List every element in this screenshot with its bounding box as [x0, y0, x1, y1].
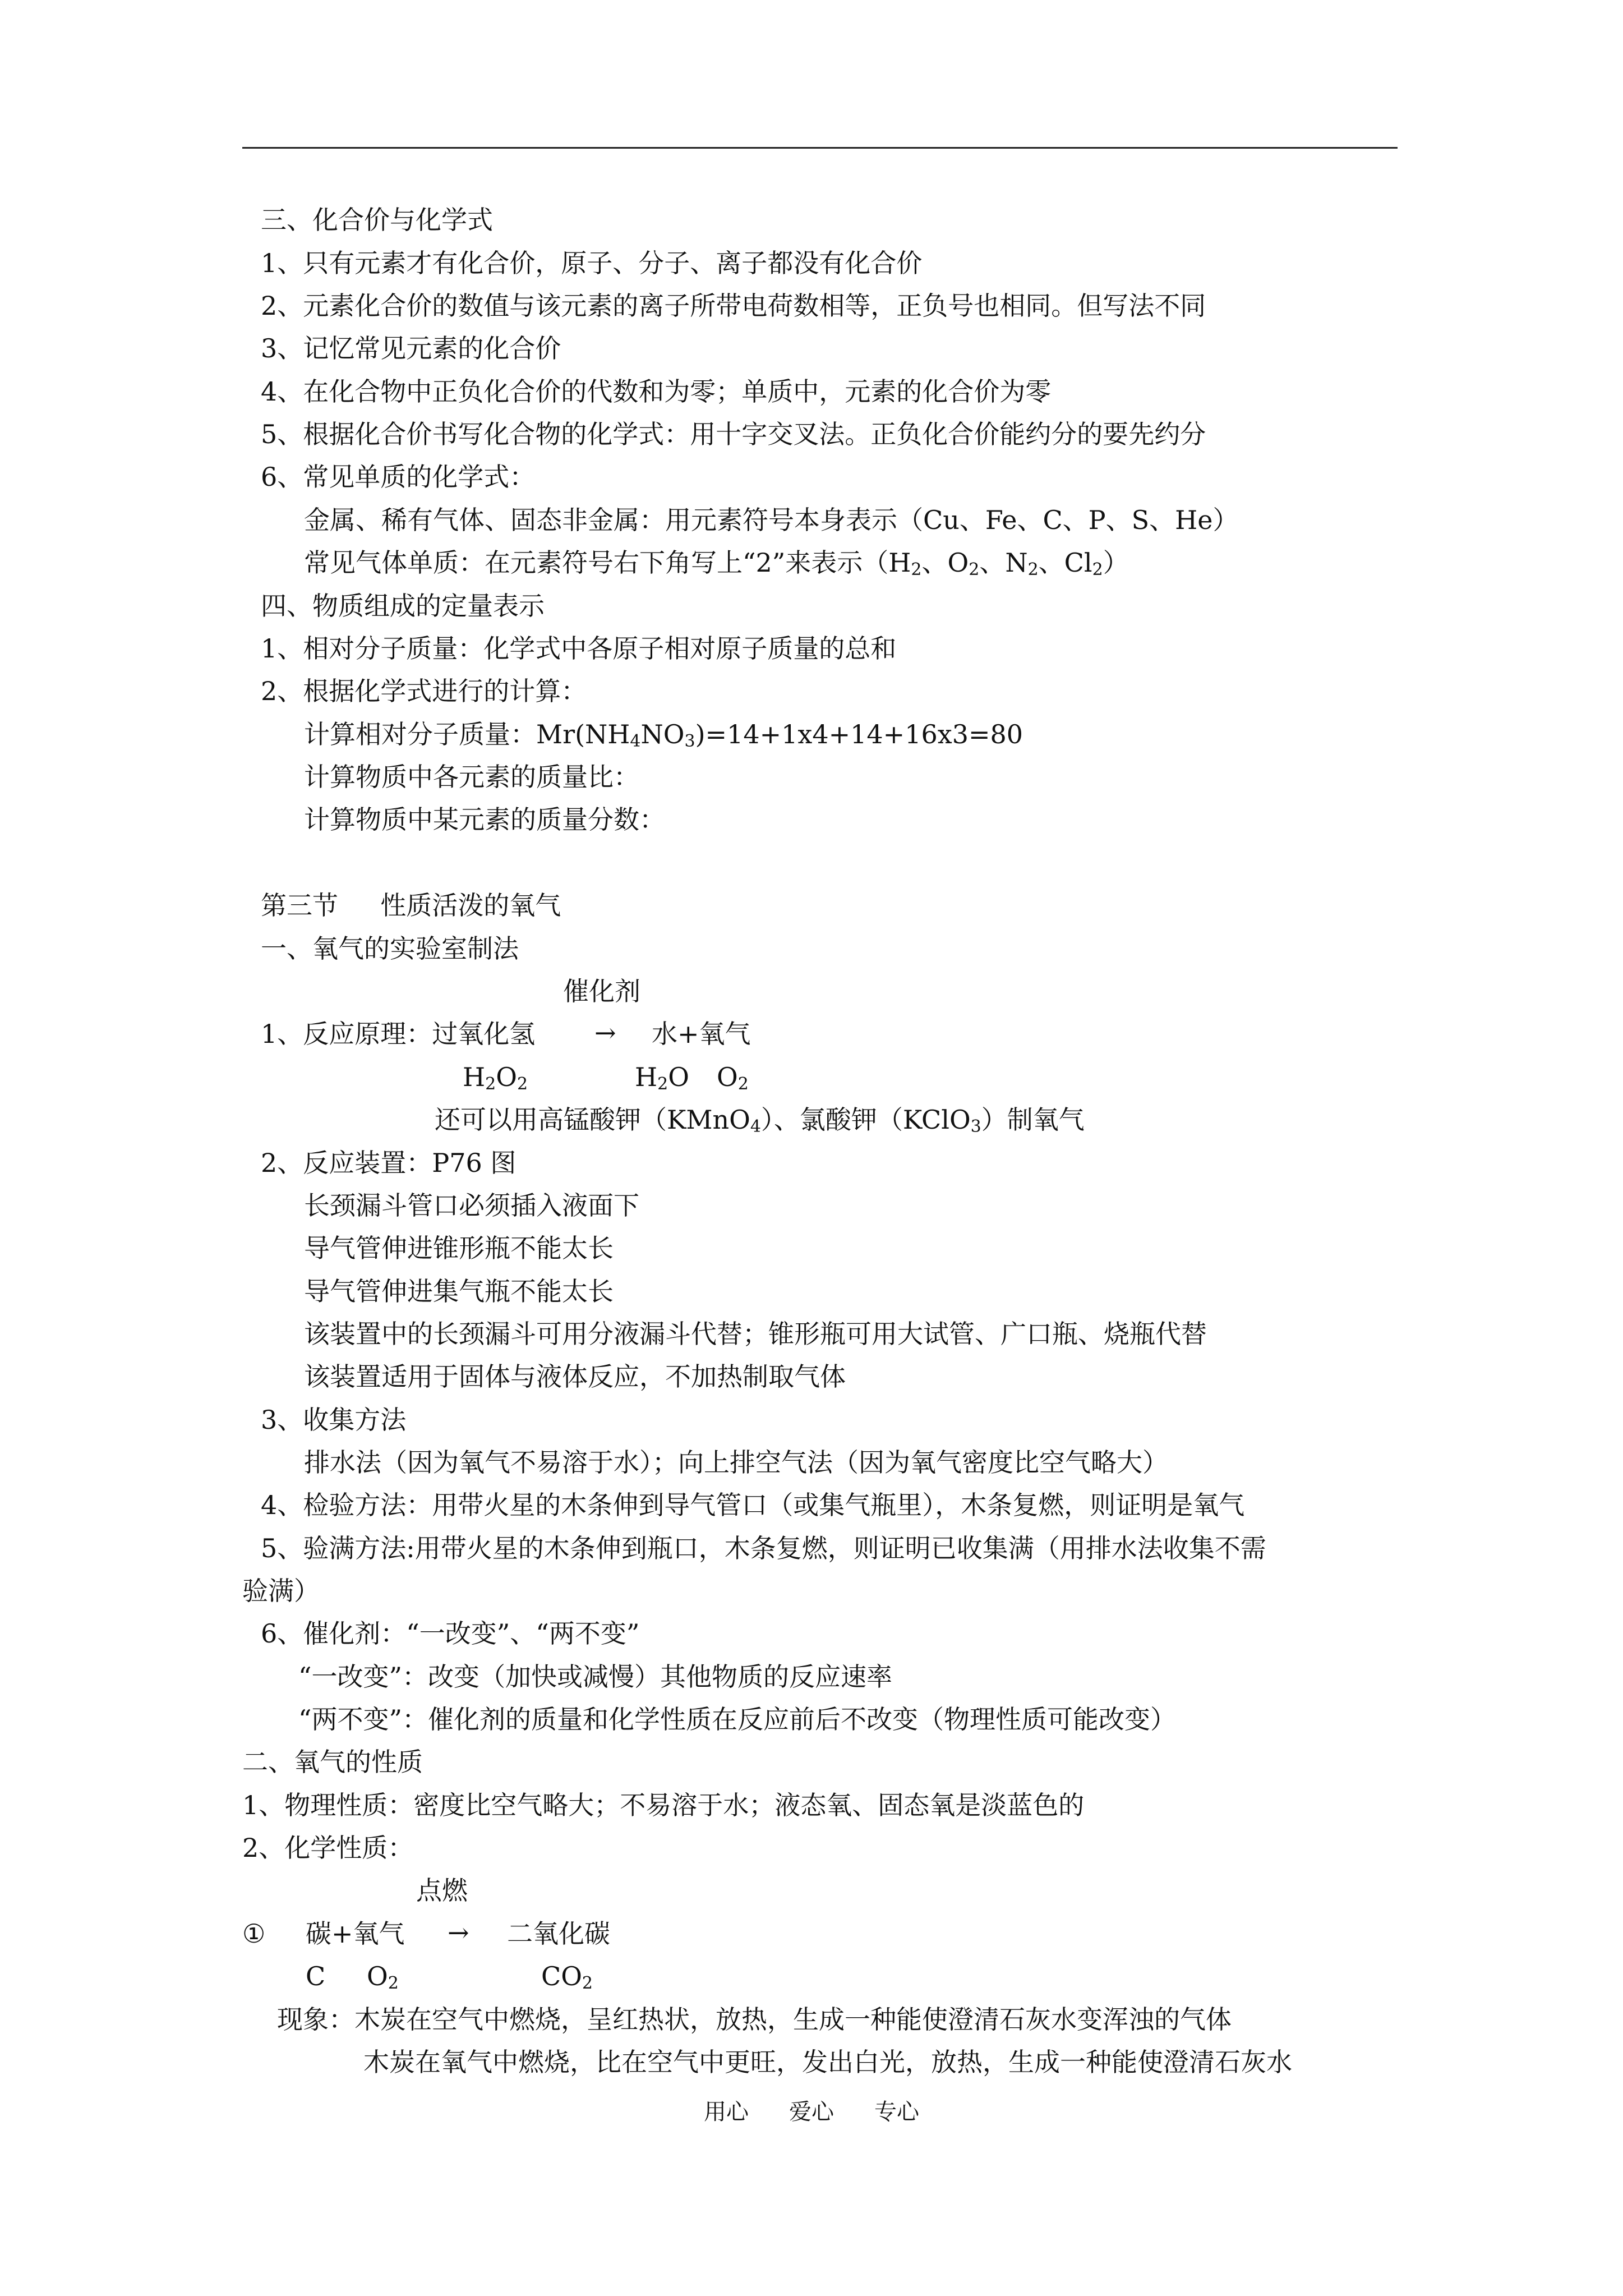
- catalyst-two-unchanged: “两不变”：催化剂的质量和化学性质在反应前后不改变（物理性质可能改变）: [298, 1704, 1177, 1734]
- footer-word-2: 爱心: [789, 2099, 834, 2125]
- chemical-properties: 2、化学性质：: [242, 1833, 414, 1863]
- section4-item-2: 2、根据化学式进行的计算：: [261, 676, 587, 706]
- footer-word-3: 专心: [874, 2099, 919, 2125]
- device-note-3: 导气管伸进集气瓶不能太长: [304, 1276, 614, 1306]
- calc-molecular-mass: 计算相对分子质量：$Mr(NH_4NO_3)=14+1x4+14+16x3=80$: [304, 719, 1023, 751]
- carbon-reaction-reactants: 碳+氧气: [306, 1918, 405, 1949]
- section3-item-6a: 金属、稀有气体、固态非金属：用元素符号本身表示（Cu、Fe、C、P、S、He）: [304, 505, 1239, 535]
- formula-h2o: $H_2O$: [635, 1062, 689, 1094]
- section3-item-3: 3、记忆常见元素的化合价: [261, 333, 561, 364]
- formula-o2-carbon: $O_2$: [367, 1961, 399, 1993]
- section4-item-1: 1、相对分子质量：化学式中各原子相对原子质量的总和: [261, 633, 897, 664]
- carbon-reaction-arrow: →: [448, 1917, 469, 1948]
- catalyst-condition-label: 催化剂: [563, 976, 640, 1006]
- reaction-products: 水+氧气: [652, 1019, 751, 1049]
- reaction-arrow: →: [594, 1018, 616, 1048]
- formula-c: C: [306, 1961, 326, 1991]
- full-check-line-2: 验满）: [242, 1576, 320, 1606]
- section3-item-1: 1、只有元素才有化合价，原子、分子、离子都没有化合价: [261, 248, 923, 278]
- section3-item-2: 2、元素化合价的数值与该元素的离子所带电荷数相等，正负号也相同。但写法不同: [261, 291, 1206, 321]
- footer-word-1: 用心: [704, 2099, 749, 2125]
- section3-item-5: 5、根据化合价书写化合物的化学式：用十字交叉法。正负化合价能约分的要先约分: [261, 419, 1206, 449]
- section3-title: 三、化合价与化学式: [261, 205, 493, 235]
- ignite-condition-label: 点燃: [416, 1875, 468, 1906]
- physical-properties: 1、物理性质：密度比空气略大；不易溶于水；液态氧、固态氧是淡蓝色的: [242, 1790, 1085, 1820]
- test-method: 4、检验方法：用带火星的木条伸到导气管口（或集气瓶里），木条复燃，则证明是氧气: [261, 1490, 1245, 1520]
- reaction-principle-label: 1、反应原理：过氧化氢: [261, 1019, 536, 1049]
- collect-title: 3、收集方法: [261, 1405, 407, 1435]
- alternative-reagents: 还可以用高锰酸钾（KMnO$_4$）、氯酸钾（KClO$_3$）制氧气: [435, 1105, 1085, 1137]
- header-rule: [242, 147, 1398, 149]
- formula-o2: $O_2$: [717, 1062, 749, 1094]
- lab-prep-title: 一、氧气的实验室制法: [261, 933, 519, 964]
- phenomenon-line-2: 木炭在氧气中燃烧，比在空气中更旺，发出白光，放热，生成一种能使澄清石灰水: [363, 2047, 1292, 2077]
- carbon-reaction-product: 二氧化碳: [507, 1918, 610, 1949]
- full-check-line-1: 5、验满方法:用带火星的木条伸到瓶口，木条复燃，则证明已收集满（用排水法收集不需: [261, 1533, 1266, 1563]
- device-title: 2、反应装置：P76 图: [261, 1148, 517, 1178]
- section4-title: 四、物质组成的定量表示: [261, 591, 545, 621]
- calc-mass-ratio: 计算物质中各元素的质量比：: [304, 762, 639, 792]
- device-note-5: 该装置适用于固体与液体反应，不加热制取气体: [304, 1361, 846, 1392]
- section3-item-4: 4、在化合物中正负化合价的代数和为零；单质中，元素的化合价为零: [261, 376, 1052, 407]
- formula-h2o2: $H_2O_2$: [463, 1062, 528, 1094]
- device-note-1: 长颈漏斗管口必须插入液面下: [304, 1190, 639, 1221]
- section3-item-6b: 常见气体单质：在元素符号右下角写上“2”来表示（$H_2$、$O_2$、$N_2$、$Cl_2$）: [304, 547, 1129, 579]
- page-footer: [0, 2096, 1623, 2128]
- device-note-2: 导气管伸进锥形瓶不能太长: [304, 1233, 614, 1263]
- carbon-reaction-number: ①: [242, 1918, 266, 1949]
- collect-methods: 排水法（因为氧气不易溶于水）；向上排空气法（因为氧气密度比空气略大）: [304, 1447, 1168, 1478]
- catalyst-title: 6、催化剂：“一改变”、“两不变”: [261, 1618, 640, 1649]
- oxygen-props-title: 二、氧气的性质: [242, 1747, 423, 1777]
- section3-item-6: 6、常见单质的化学式：: [261, 462, 536, 492]
- calc-mass-fraction: 计算物质中某元素的质量分数：: [304, 804, 665, 835]
- formula-co2: $CO_2$: [541, 1961, 593, 1993]
- device-note-4: 该装置中的长颈漏斗可用分液漏斗代替；锥形瓶可用大试管、广口瓶、烧瓶代替: [304, 1319, 1207, 1349]
- phenomenon-line-1: 现象：木炭在空气中燃烧，呈红热状，放热，生成一种能使澄清石灰水变浑浊的气体: [277, 2004, 1232, 2035]
- catalyst-one-change: “一改变”：改变（加快或减慢）其他物质的反应速率: [298, 1662, 893, 1692]
- chapter3-title: 第三节 性质活泼的氧气: [261, 890, 561, 921]
